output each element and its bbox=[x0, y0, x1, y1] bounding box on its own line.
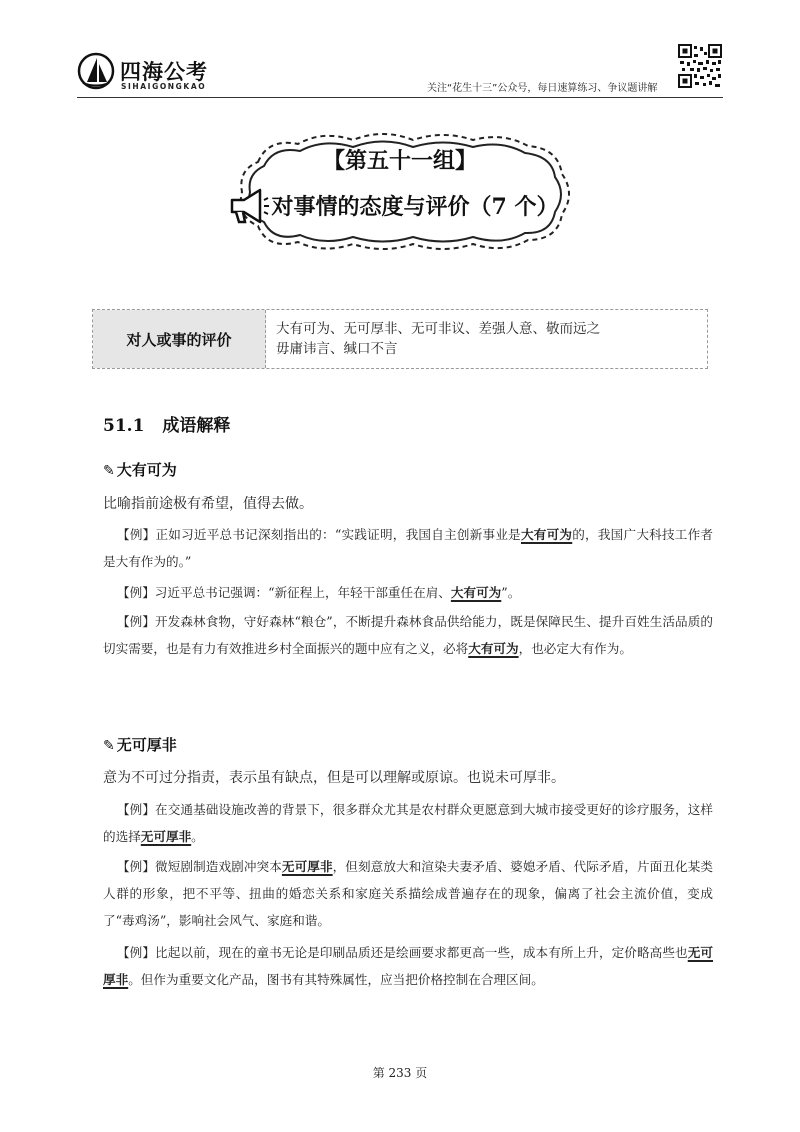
page-number: 第 233 页 bbox=[372, 1066, 428, 1080]
highlighted-idiom: 无可厚非 bbox=[140, 829, 192, 844]
header-divider bbox=[77, 97, 723, 98]
qr-code-icon bbox=[678, 44, 722, 88]
example-paragraph: 【例】开发森林食物，守好森林“粮仓”，不断提升森林食品供给能力，既是保障民生、提升百姓生活品质的切实需要，也是有力有效推进乡村全面振兴的题中应有之义，必将大有可为，也必定大有作为。 bbox=[103, 614, 713, 656]
highlighted-idiom: 无可厚非 bbox=[103, 945, 714, 987]
pencil-icon: ✎ bbox=[103, 738, 115, 754]
logo-subtext: SIHAIGONGKAO bbox=[121, 82, 207, 91]
section-heading bbox=[103, 411, 230, 436]
example-paragraph: 【例】正如习近平总书记深刻指出的：“实践证明，我国自主创新事业是大有可为的，我国广大科技工作者是大有作为的。” bbox=[103, 527, 713, 569]
highlighted-idiom: 大有可为 bbox=[468, 641, 519, 656]
idiom-definition: 比喻指前途极有希望，值得去做。 bbox=[103, 496, 313, 512]
section-title: 成语解释 bbox=[162, 416, 231, 436]
group-title: 【第五十一组】 bbox=[322, 148, 477, 174]
summary-label: 对人或事的评价 bbox=[93, 310, 266, 368]
idiom-name: 无可厚非 bbox=[116, 736, 177, 754]
group-subtitle: 对事情的态度与评价（7 个） bbox=[271, 194, 559, 220]
summary-line: 大有可为、无可厚非、无可非议、差强人意、敬而远之 bbox=[276, 321, 600, 337]
example-paragraph: 【例】习近平总书记强调：“新征程上，年轻干部重任在肩、大有可为”。 bbox=[117, 585, 521, 600]
sail-logo-icon bbox=[77, 52, 115, 90]
idiom-heading bbox=[103, 734, 177, 755]
pencil-icon: ✎ bbox=[103, 463, 115, 479]
idiom-definition: 意为不可过分指责，表示虽有缺点，但是可以理解或原谅。也说未可厚非。 bbox=[103, 770, 565, 786]
highlighted-idiom: 大有可为 bbox=[450, 585, 502, 600]
idiom-heading bbox=[103, 459, 177, 480]
section-number: 51.1 bbox=[103, 416, 145, 436]
idiom-name: 大有可为 bbox=[116, 461, 177, 479]
example-paragraph: 【例】比起以前，现在的童书无论是印刷品质还是绘画要求都更高一些，成本有所上升，定价略高些也无可厚非。但作为重要文化产品，图书有其特殊属性，应当把价格控制在合理区间。 bbox=[103, 945, 714, 987]
example-paragraph: 【例】微短剧制造戏剧冲突本无可厚非，但刻意放大和渲染夫妻矛盾、婆媳矛盾、代际矛盾，片面丑化某类人群的形象，把不平等、扭曲的婚恋关系和家庭关系描绘成普遍存在的现象，偏离了社会主流价值，变成了“毒鸡汤”，影响社会风气、家庭和谐。 bbox=[103, 859, 714, 928]
summary-idiom-list bbox=[266, 310, 707, 368]
example-paragraph: 【例】在交通基础设施改善的背景下，很多群众尤其是农村群众更愿意到大城市接受更好的诊疗服务，这样的选择无可厚非。 bbox=[103, 802, 713, 844]
summary-table bbox=[92, 309, 708, 369]
logo-text: 四海公考 bbox=[120, 60, 208, 84]
highlighted-idiom: 大有可为 bbox=[520, 527, 573, 542]
header-slogan: 关注“花生十三”公众号，每日速算练习、争议题讲解 bbox=[427, 83, 658, 94]
highlighted-idiom: 无可厚非 bbox=[281, 859, 333, 874]
page-header bbox=[0, 0, 800, 100]
summary-line: 毋庸讳言、缄口不言 bbox=[276, 341, 398, 357]
